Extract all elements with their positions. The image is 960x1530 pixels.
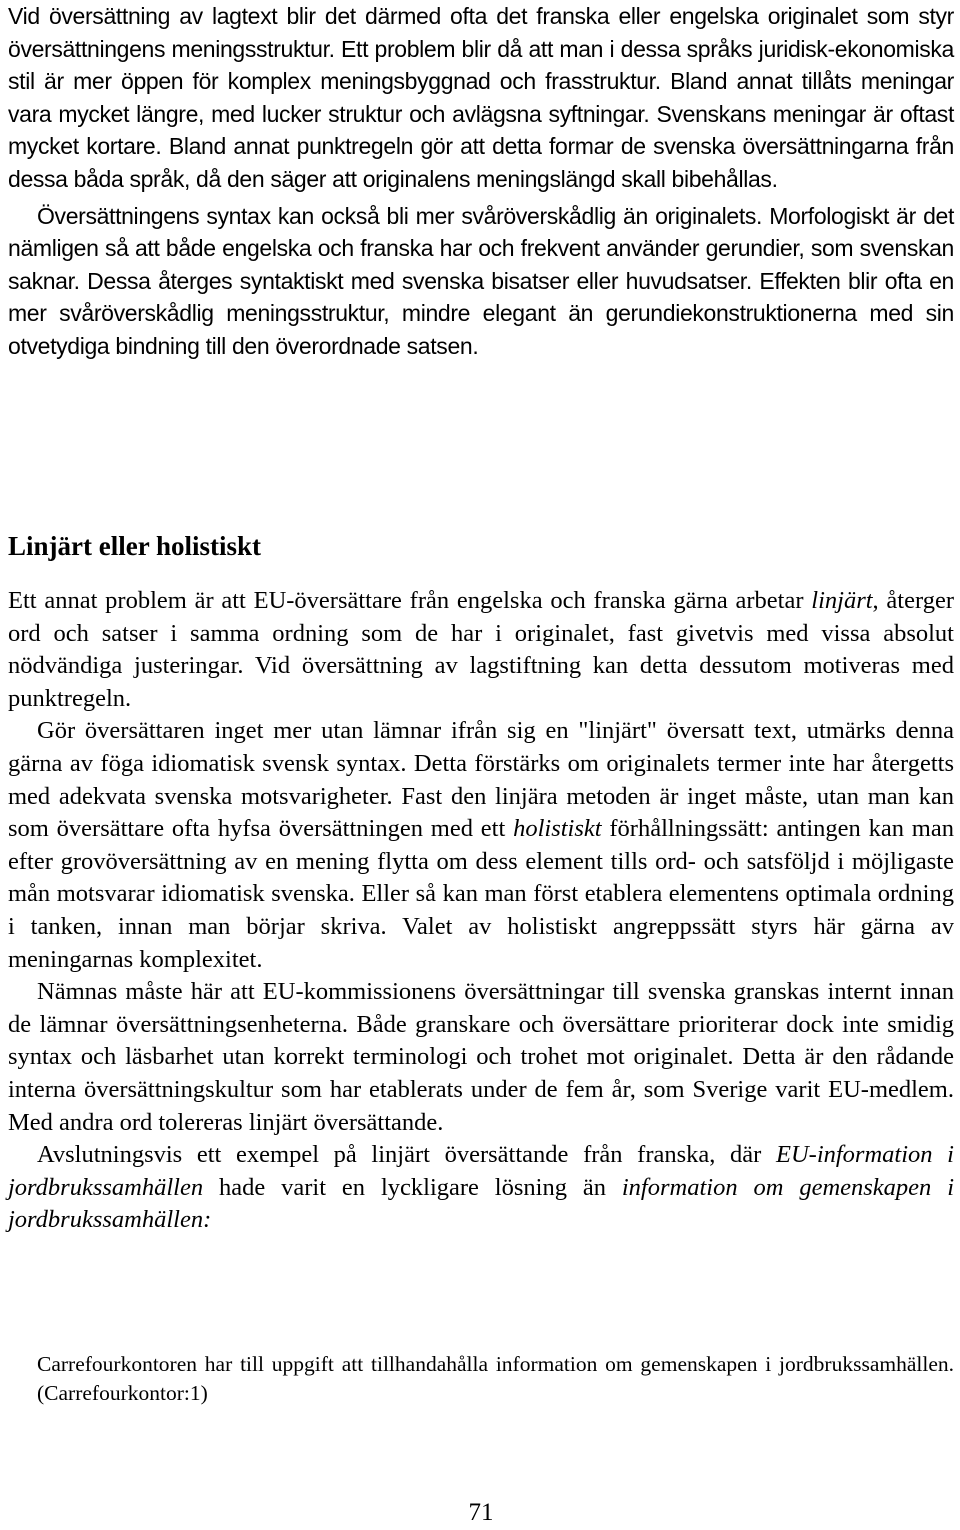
emphasis-linjart: linjärt [811, 587, 873, 614]
text-run: , återger ord och satser i samma ordning som de har i originalet, fast givetvis med vissa absolut nödvändiga justeringar. Vid översättning av lagstiftning kan detta dessutom motiveras med punktregeln. [8, 587, 954, 712]
section-paragraph-2 [8, 715, 954, 976]
example-quote [37, 1350, 954, 1408]
emphasis-holistiskt: holistiskt [513, 815, 602, 843]
example-quote-text: Carrefourkontoren har till uppgift att tillhandahålla information om gemenskapen i jordbrukssamhällen. (Carrefourkontor:1) [37, 1352, 954, 1405]
page-number: 71 [468, 1499, 494, 1526]
section-paragraph-3: Nämnas måste här att EU-kommissionens översättningar till svenska granskas internt innan de lämnar översättningsenheterna. Både granskare och översättare prioriterar dock inte smidig syntax och läsbarhet utan korrekt terminologi och trohet mot originalet. Detta är den rådande interna översättningskultur som har etablerats under de fem år, som Sverige varit EU-medlem. Med andra ord tolereras linjärt översättande. [8, 978, 954, 1136]
text-run: Avslutningsvis ett exempel på linjärt översättande från franska, där [37, 1141, 776, 1169]
intro-block [8, 0, 954, 363]
emphasis-eu-information: EU-information i jordbrukssamhällen [8, 1141, 954, 1201]
text-run: hade varit en lyckligare lösning än [203, 1173, 622, 1201]
intro-paragraph-2: Översättningens syntax kan också bli mer svåröverskådlig än originalets. Morfologiskt är det nämligen så att både engelska och franska har och frekvent använder gerundier, som svenskan saknar. Dessa återges syntaktiskt med svenska bisatser eller huvudsatser. Effekten blir ofta en mer svåröverskådlig meningsstruktur, mindre elegant än gerundiekonstruktionerna med sin otvetydiga bindning till den överordnade satsen. [8, 202, 954, 359]
intro-paragraph-1: Vid översättning av lagtext blir det därmed ofta det franska eller engelska originalet som styr översättningens meningsstruktur. Ett problem blir då att man i dessa språks juridisk-ekonomiska stil är mer öppen för komplex meningsbyggnad och frasstruktur. Bland annat tillåts meningar vara mycket längre, med lucker struktur och avlägsna syftningar. Svenskans meningar är oftast mycket kortare. Bland annat punktregeln gör att detta formar de svenska översättningarna från dessa båda språk, då den säger att originalens meningslängd skall bibehållas. [8, 3, 954, 192]
text-run: förhållningssätt: antingen kan man efter grovöversättning av en mening flytta om dess element tills ord- och satsföljd i möjligaste mån motsvarar idiomatisk svenska. Eller så kan man först etablera elementens optimala ordning i tanken, innan man börjar skriva. Valet av holistiskt angreppssätt styrs här gärna av meningarnas komplexitet. [8, 815, 954, 973]
section-body [8, 585, 954, 1237]
section-heading: Linjärt eller holistiskt [8, 531, 261, 561]
text-run: Ett annat problem är att EU-översättare från engelska och franska gärna arbetar [8, 587, 812, 614]
section-paragraph-1 [8, 585, 954, 715]
emphasis-information-gemenskapen: information om gemenskapen i jordbrukssamhällen: [8, 1173, 954, 1234]
section-paragraph-4 [8, 1139, 954, 1237]
text-run: Gör översättaren inget mer utan lämnar ifrån sig en "linjärt" översatt text, utmärks denna gärna av föga idiomatisk svensk syntax. Detta förstärks om originalets termer inte har återgetts med adekvata svenska motsvarigheter. Fast den linjära metoden är inget måste, utan man kan som översättare ofta hyfsa översättningen med ett [8, 717, 954, 843]
